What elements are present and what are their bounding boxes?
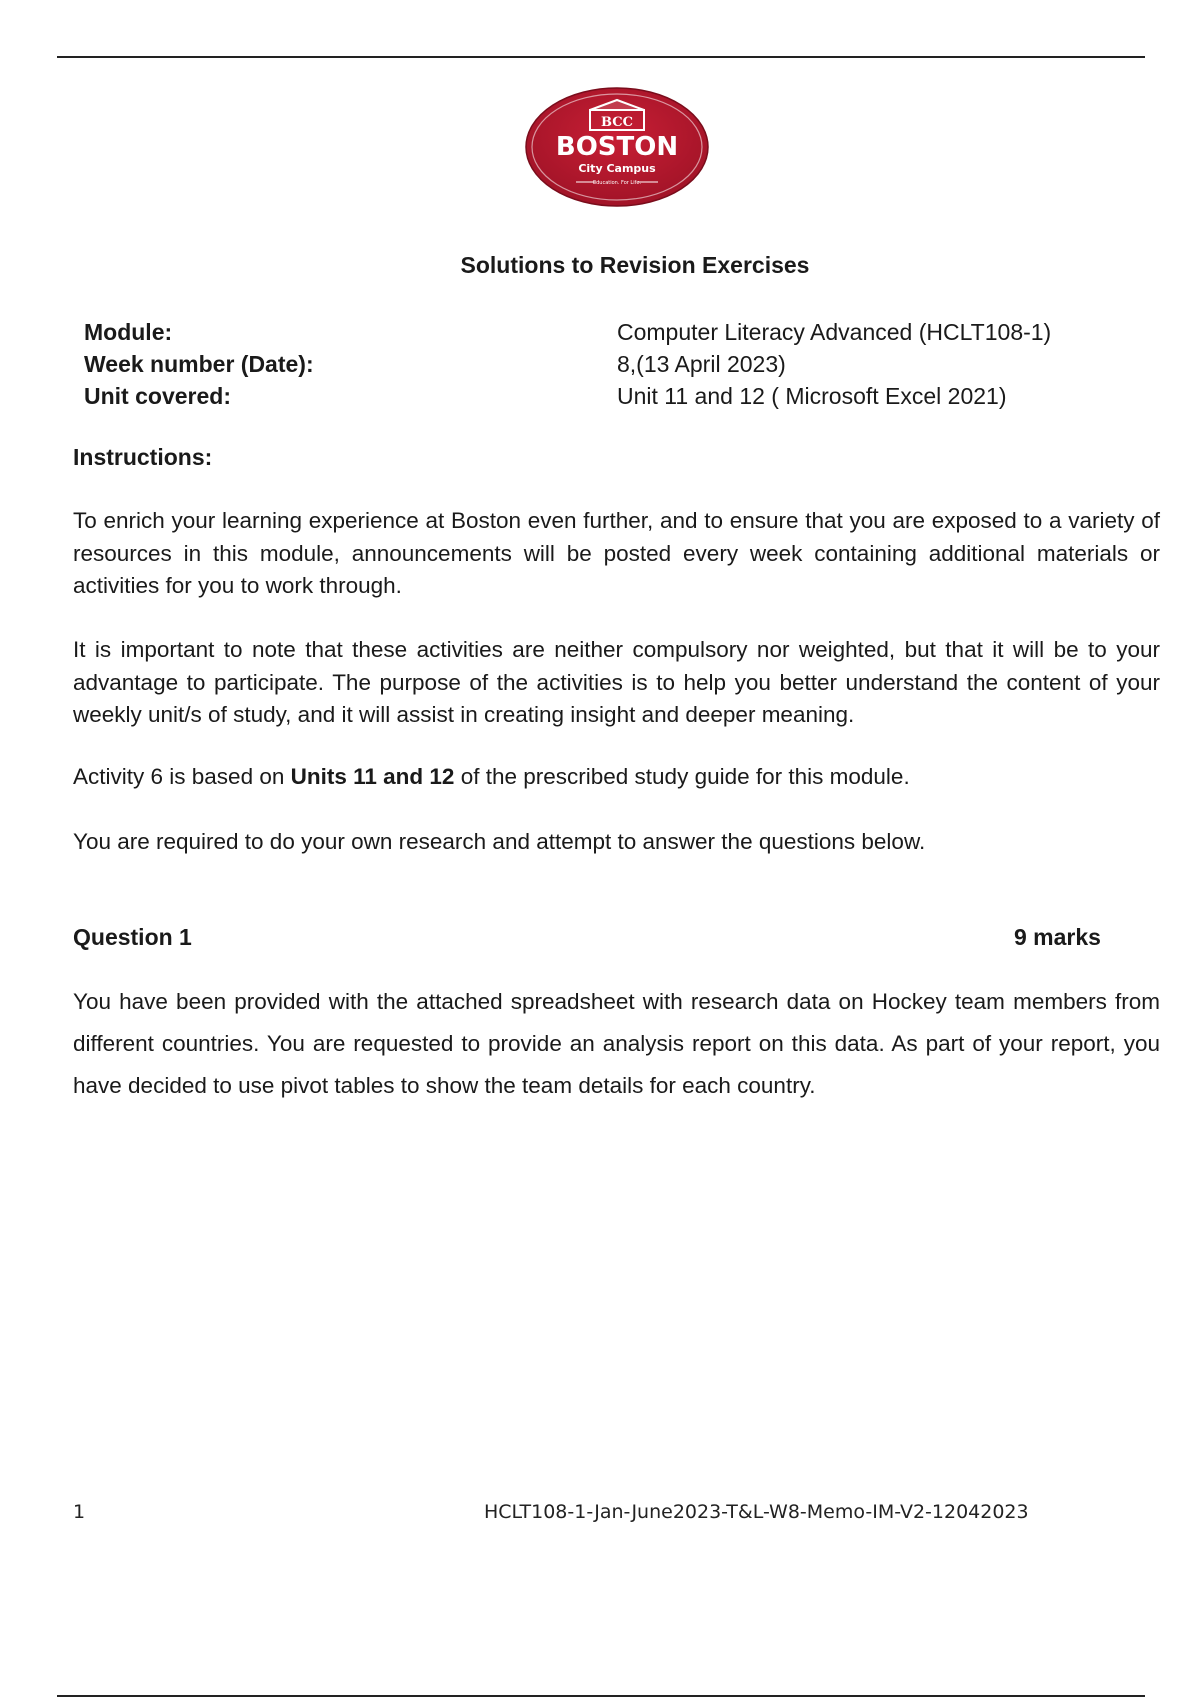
- page-number: 1: [73, 1501, 86, 1523]
- instructions-paragraph-2: It is important to note that these activities are neither compulsory nor weighted, but that it will be to your advantage to participate. The purpose of the activities is to help you better understand the content of your weekly unit/s of study, and it will assist in creating insight and deeper meaning.: [73, 637, 1160, 727]
- instructions-paragraph-4: You are required to do your own research and attempt to answer the questions below.: [73, 829, 926, 854]
- unit-value: Unit 11 and 12 ( Microsoft Excel 2021): [617, 383, 1007, 409]
- logo-name: BOSTON: [555, 132, 679, 162]
- p3-text-pre: Activity 6 is based on: [73, 764, 291, 789]
- boston-logo: [524, 86, 710, 208]
- unit-label: Unit covered:: [84, 383, 231, 409]
- p3-text-post: of the prescribed study guide for this module.: [454, 764, 910, 789]
- module-label: Module:: [84, 319, 173, 345]
- question-1-marks: 9 marks: [1014, 924, 1101, 950]
- logo-subtitle: City Campus: [578, 162, 656, 175]
- instructions-paragraph-1: To enrich your learning experience at Boston even further, and to ensure that you are exposed to a variety of resources in this module, announcements will be posted every week containing additional materials or activities for you to work through.: [73, 508, 1160, 598]
- top-rule: [57, 56, 1145, 58]
- logo-monogram: BCC: [601, 115, 633, 130]
- bottom-rule: [57, 1695, 1145, 1697]
- instructions-paragraph-3: [73, 761, 1160, 794]
- week-value: 8,(13 April 2023): [617, 351, 786, 377]
- module-value: Computer Literacy Advanced (HCLT108-1): [617, 319, 1052, 345]
- logo-tagline: Education. For Life.: [592, 180, 642, 186]
- question-1-heading: Question 1: [73, 924, 192, 950]
- page-title: Solutions to Revision Exercises: [460, 252, 810, 278]
- instructions-heading: Instructions:: [73, 444, 213, 470]
- week-label: Week number (Date):: [84, 351, 314, 377]
- document-code: HCLT108-1-Jan-June2023-T&L-W8-Memo-IM-V2-12042023: [484, 1501, 1029, 1523]
- question-1-text: You have been provided with the attached spreadsheet with research data on Hockey team members from different countries. You are requested to provide an analysis report on this data. As part of your report, you have decided to use pivot tables to show the team details for each country.: [73, 989, 1160, 1098]
- p3-text-bold: Units 11 and 12: [290, 764, 455, 789]
